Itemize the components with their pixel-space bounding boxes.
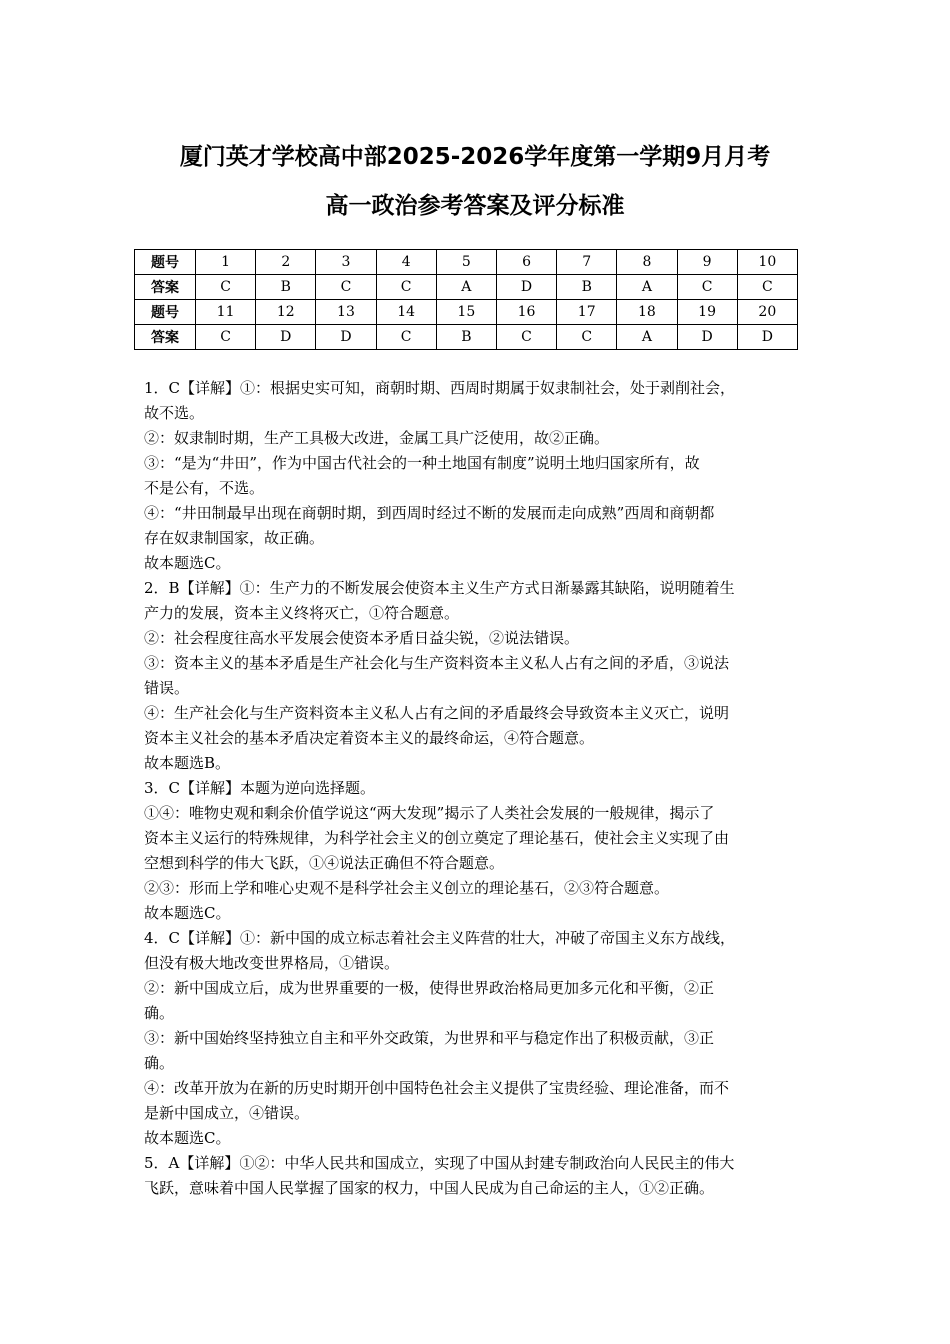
document-subtitle: 高一政治参考答案及评分标准	[325, 193, 625, 219]
answer-cell: D	[737, 325, 797, 350]
text-line: 故不选。	[144, 404, 205, 422]
answer-cell: D	[316, 325, 376, 350]
text-line: ③：资本主义的基本矛盾是生产社会化与生产资料资本主义私人占有之间的矛盾，③说法	[144, 654, 730, 672]
answer-row	[135, 275, 798, 300]
answer-cell: D	[256, 325, 316, 350]
answer-explanations	[144, 376, 808, 1201]
question-number-cell: 11	[196, 300, 256, 325]
question-number-cell: 3	[316, 250, 376, 275]
answer-cell: C	[316, 275, 376, 300]
text-line: ④：生产社会化与生产资料资本主义私人占有之间的矛盾最终会导致资本主义灭亡，说明	[144, 704, 730, 722]
answer-cell: A	[436, 275, 496, 300]
question-number-cell: 15	[436, 300, 496, 325]
text-line: 但没有极大地改变世界格局，①错误。	[144, 954, 400, 972]
answer-cell: A	[617, 275, 677, 300]
text-line: 资本主义社会的基本矛盾决定着资本主义的最终命运，④符合题意。	[144, 729, 595, 747]
question-number-cell: 8	[617, 250, 677, 275]
text-line: ②：奴隶制时期，生产工具极大改进，金属工具广泛使用，故②正确。	[144, 429, 610, 447]
answer-cell: C	[557, 325, 617, 350]
text-line: 不是公有，不选。	[144, 479, 265, 497]
answer-cell: C	[376, 325, 436, 350]
question-number-cell: 4	[376, 250, 436, 275]
row-header: 题号	[135, 250, 196, 275]
text-line: 确。	[144, 1054, 175, 1072]
text-line: ①④：唯物史观和剩余价值学说这“两大发现”揭示了人类社会发展的一般规律，揭示了	[144, 804, 715, 822]
answer-cell: C	[376, 275, 436, 300]
text-line: 存在奴隶制国家，故正确。	[144, 529, 325, 547]
question-number-cell: 9	[677, 250, 737, 275]
question-number-cell: 10	[737, 250, 797, 275]
question-number-cell: 20	[737, 300, 797, 325]
text-line: 2．B【详解】①：生产力的不断发展会使资本主义生产方式日渐暴露其缺陷，说明随着生	[144, 579, 735, 597]
question-number-row	[135, 250, 798, 275]
text-line: ④：“井田制最早出现在商朝时期，到西周时经过不断的发展而走向成熟”西周和商朝都	[144, 504, 715, 522]
question-number-cell: 7	[557, 250, 617, 275]
text-line: 故本题选C。	[144, 1129, 231, 1147]
question-number-cell: 12	[256, 300, 316, 325]
text-line: 确。	[144, 1004, 175, 1022]
answer-cell: A	[617, 325, 677, 350]
question-number-cell: 2	[256, 250, 316, 275]
answer-row	[135, 325, 798, 350]
question-number-cell: 14	[376, 300, 436, 325]
answer-cell: B	[436, 325, 496, 350]
answer-table	[134, 249, 798, 350]
question-number-cell: 6	[496, 250, 556, 275]
document-title: 厦门英才学校高中部2025-2026学年度第一学期9月月考	[179, 144, 771, 170]
question-number-cell: 13	[316, 300, 376, 325]
text-line: 4．C【详解】①：新中国的成立标志着社会主义阵营的壮大，冲破了帝国主义东方战线，	[144, 929, 736, 947]
question-number-cell: 17	[557, 300, 617, 325]
answer-cell: C	[677, 275, 737, 300]
text-line: 空想到科学的伟大飞跃，①④说法正确但不符合题意。	[144, 854, 505, 872]
answer-cell: C	[737, 275, 797, 300]
text-line: ②③：形而上学和唯心史观不是科学社会主义创立的理论基石，②③符合题意。	[144, 879, 670, 897]
row-header: 答案	[135, 275, 196, 300]
text-line: 3．C【详解】本题为逆向选择题。	[144, 779, 376, 797]
text-line: 1．C【详解】①：根据史实可知，商朝时期、西周时期属于奴隶制社会，处于剥削社会，	[144, 379, 736, 397]
row-header: 答案	[135, 325, 196, 350]
text-line: ②：新中国成立后，成为世界重要的一极，使得世界政治格局更加多元化和平衡，②正	[144, 979, 715, 997]
text-line: 5．A【详解】①②：中华人民共和国成立，实现了中国从封建专制政治向人民民主的伟大	[144, 1154, 735, 1172]
row-header: 题号	[135, 300, 196, 325]
answer-cell: B	[256, 275, 316, 300]
answer-cell: D	[496, 275, 556, 300]
answer-cell: B	[557, 275, 617, 300]
text-line: ③：“是为“井田”，作为中国古代社会的一种土地国有制度”说明土地归国家所有，故	[144, 454, 700, 472]
text-line: 故本题选B。	[144, 754, 231, 772]
question-number-cell: 18	[617, 300, 677, 325]
text-line: 故本题选C。	[144, 554, 231, 572]
question-number-cell: 19	[677, 300, 737, 325]
question-number-row	[135, 300, 798, 325]
text-line: 资本主义运行的特殊规律，为科学社会主义的创立奠定了理论基石，使社会主义实现了由	[144, 829, 730, 847]
answer-cell: C	[196, 325, 256, 350]
text-line: 产力的发展，资本主义终将灭亡，①符合题意。	[144, 604, 460, 622]
question-number-cell: 1	[196, 250, 256, 275]
text-line: ②：社会程度往高水平发展会使资本矛盾日益尖锐，②说法错误。	[144, 629, 580, 647]
answer-cell: D	[677, 325, 737, 350]
question-number-cell: 5	[436, 250, 496, 275]
text-line: ③：新中国始终坚持独立自主和平外交政策，为世界和平与稳定作出了积极贡献，③正	[144, 1029, 715, 1047]
text-line: 故本题选C。	[144, 904, 231, 922]
text-line: 飞跃，意味着中国人民掌握了国家的权力，中国人民成为自己命运的主人，①②正确。	[144, 1179, 715, 1197]
question-number-cell: 16	[496, 300, 556, 325]
text-line: ④：改革开放为在新的历史时期开创中国特色社会主义提供了宝贵经验、理论准备，而不	[144, 1079, 730, 1097]
text-line: 错误。	[144, 679, 190, 697]
answer-cell: C	[496, 325, 556, 350]
answer-cell: C	[196, 275, 256, 300]
text-line: 是新中国成立，④错误。	[144, 1104, 310, 1122]
